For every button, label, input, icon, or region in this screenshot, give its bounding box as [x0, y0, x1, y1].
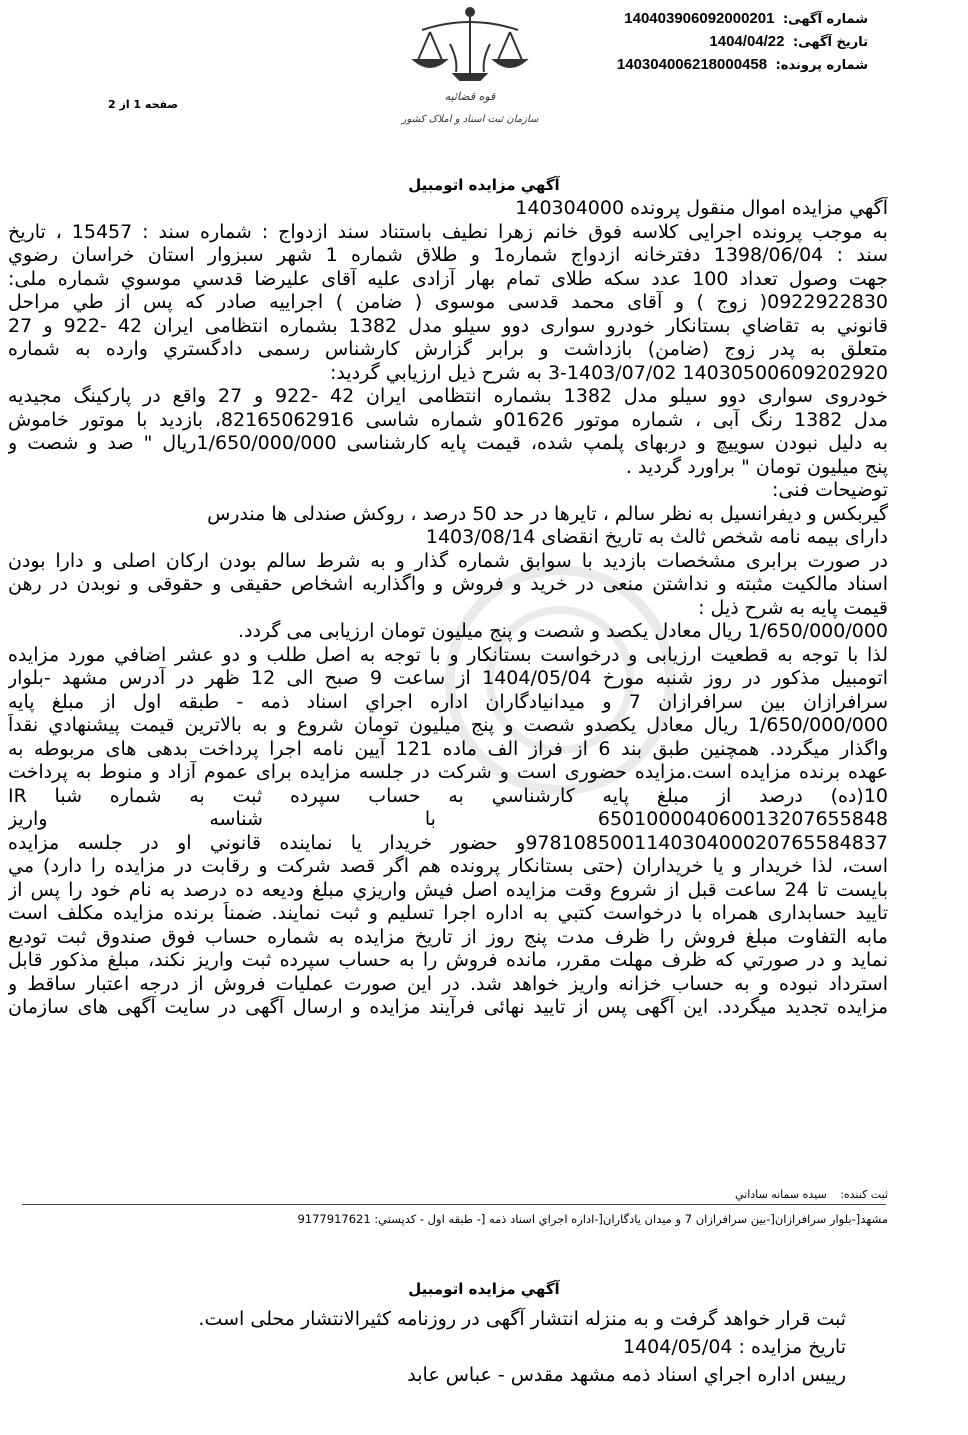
body-line: مزايده تجديد ميگردد. اين آگهی پس از تاييد نهائی فرآيند مزايده و ارسال آگهی در سايت آگهی های سازمان: [8, 996, 888, 1018]
announcement-body: [8, 197, 888, 1020]
ad-number: 140403906092000201: [624, 10, 775, 27]
body-line: نمايد و در صورتي كه ظرف مهلت مقرر، مانده فروش را به حساب سپرده ثبت واريز نكند، مبلغ مذكور قابل: [8, 949, 888, 971]
body-line: 0922922830( زوج ) و آقای محمد قدسی موسوی ( ضامن ) اجراييه صادر كه پس از طي مراحل: [8, 291, 888, 313]
body-line: قیمت پایه به شرح ذیل :: [698, 596, 888, 619]
body-line: مابه التفاوت مبلغ فروش را ظرف مدت پنج روز از تاريخ مزايده به شماره حساب فوق صندوق ثبت توديع: [8, 925, 888, 948]
body-line: پنج میلیون تومان " براورد گردید .: [625, 455, 888, 478]
body-line: قانوني به تقاضاي بستانكار خودرو سواری دوو سیلو مدل 1382 بشماره انتظامی ایران 42 -922 و 27: [8, 314, 888, 337]
body-line: توضیحات فنی:: [771, 479, 888, 501]
body-line: متعلق به پدر زوج (ضامن) بازداشت و برابر گزارش كارشناس رسمی دادگستري وارده به شماره: [8, 338, 888, 360]
body-line: لذا با توجه به قطعيت ارزيابی و درخواست بستانكار و با توجه به اصل طلب و دو عشر اضافي مورد مزايده: [8, 643, 888, 666]
body-line: سرافرازان بين سرافرازان 7 و میدانیادگاران اداره اجراي اسناد ذمه - طبقه اول از مبلغ پايه: [8, 690, 888, 713]
judiciary-emblem-icon: [400, 4, 540, 134]
body-line: است، لذا خريدار و يا خريداران (حتی بستانكار پرونده هم اگر قصد شركت و رقابت در مزايده را دارد) مي: [8, 855, 888, 877]
ad-date-row: [617, 31, 868, 54]
body-line: اتومبيل مذكور در روز شنبه مورخ 1404/05/04 از ساعت 9 صبح الی 12 ظهر در آدرس مشهد -بلوار: [8, 667, 888, 689]
footer-line-3: رييس اداره اجراي اسناد ذمه مشهد مقدس - عباس عابد: [407, 1364, 846, 1386]
body-line: 10(ده) درصد از مبلغ پايه كارشناسي به حساب سپرده ثبت به شماره شبا IR: [8, 784, 888, 807]
office-address: مشهد[-بلوار سرافرازان[-بين سرافرازان 7 و ميدان يادگاران[-اداره اجراي اسناد ذمه [- طبقه اول - كدپستي: 9177917621: [297, 1212, 888, 1226]
body-line: 14030500609202920 3-1403/07/02 به شرح ذيل ارزيابي گرديد:: [330, 361, 888, 384]
footer-line-1: ثبت قرار خواهد گرفت و به منزله انتشار آگهی در روزنامه كثيرالانتشار محلی است.: [198, 1308, 846, 1330]
body-line: در صورت برابری مشخصات بازدید با سوابق شماره گذار و به شرط سالم بودن ارکان اصلی و دارا بودن: [8, 549, 888, 572]
registrar: [735, 1188, 888, 1201]
body-line: جهت وصول تعداد 100 عدد سكه طلای تمام بهار آزادی علیه آقای علیرضا قدسي موسوي شماره ملی:: [8, 267, 888, 290]
ad-number-label: شماره آگهی:: [782, 12, 868, 27]
body-line: سند : 1398/06/04 دفترخانه ازدواج شماره1 و طلاق شماره 1 شهر سبزوار استان خراسان رضوي: [8, 244, 888, 266]
emblem-motto: قوه قضائیه: [444, 90, 496, 103]
divider: [22, 1204, 886, 1205]
footer-line-2: تاريخ مزايده : 1404/05/04: [623, 1336, 846, 1358]
body-line: گیربکس و دیفرانسیل به نظر سالم ، تایرها در حد 50 درصد ، روکش صندلی ها مندرس: [207, 502, 888, 525]
body-line: عهده برنده مزایده است.مزايده حضوری است و شركت در جلسه مزايده برای عموم آزاد و منوط به پرداخت: [8, 761, 888, 783]
body-line: اسناد مالکیت مثبته و نداشتن منعی در خرید و فروش و واگذاربه اشخاص حقیقی و حقوقی و نوبدن در رهن: [8, 573, 888, 595]
ad-date-label: تاریخ آگهی:: [793, 35, 868, 50]
ad-date: 1404/04/22: [709, 33, 785, 50]
page-number: صفحه 1 از 2: [108, 98, 179, 111]
body-line: به موجب پرونده اجرايی كلاسه فوق خانم زهرا نطیف باستناد سند ازدواج : شماره سند : 15457 ، تاريخ: [8, 220, 888, 243]
body-line: مدل 1382 رنگ آبی ، شماره موتور 01626و شماره شاسی 82165062916، بازدید با موتور خاموش: [8, 408, 888, 431]
body-line: 1/650/000/000 ريال معادل يكصد و شصت و پنج ميليون تومان ارزيابی می گردد.: [237, 620, 888, 642]
body-line: آگهي مزايده اموال منقول پرونده 140304000: [515, 197, 888, 219]
file-number-label: شماره پرونده:: [775, 58, 868, 73]
body-line: 978108500114030400020765584837و حضور خريدار يا نماينده قانوني او در جلسه مزايده: [8, 831, 888, 854]
body-line: بايست تا 24 ساعت قبل از شروع وقت مزايده اصل فيش واريزي مبلغ وديعه ده درصد به نام خود را پس از: [8, 878, 888, 901]
body-line: به دلیل نبودن سوییچ و دربهای پلمپ شده، قیمت پایه کارشناسی 1/650/000/000ریال " صد و شصت و: [8, 432, 888, 454]
body-line: واگذار ميگردد. همچنین طبق بند 6 از فراز الف ماده 121 آیین نامه اجرا پرداخت بدهی های مربوطه به: [8, 737, 888, 760]
body-line: 650100004060013207655848 با شناسه واريز: [8, 808, 888, 830]
body-line: استرداد نبوده و به حساب خزانه واريز خواهد شد. در اين صورت عمليات فروش از درجه اعتبار ساقط و: [8, 972, 888, 995]
body-line: خودروی سواری دوو سیلو مدل 1382 بشماره انتظامی ایران 42 -922 و 27 واقع در پارکینگ مجیدیه: [8, 385, 888, 407]
body-line: دارای بیمه نامه شخص ثالث به تاریخ انقضای 1403/08/14: [425, 526, 888, 548]
body-line: تاييد حسابداری همراه با درخواست كتبي به اداره اجرا تسليم و ثبت نمايند. ضمناً برنده مزايده مكلف است: [8, 902, 888, 924]
registrar-label: ثبت كننده:: [840, 1188, 888, 1201]
ad-metadata: [617, 8, 868, 77]
document-title: آگهي مزايده اتومبيل: [408, 176, 560, 194]
body-line: 1/650/000/000 ريال معادل يكصدو شصت و پنج ميليون تومان شروع و به بالاترين قيمت پيشنهادي نقداً: [8, 714, 888, 736]
footer-title: آگهي مزايده اتومبيل: [408, 1280, 560, 1298]
ad-number-row: [617, 8, 868, 31]
emblem-caption: سازمان ثبت اسناد و املاک کشور: [401, 114, 539, 125]
file-number-row: [617, 54, 868, 77]
file-number: 140304006218000458: [616, 56, 768, 73]
registrar-name: سيده سمانه ساداتي: [734, 1188, 827, 1201]
